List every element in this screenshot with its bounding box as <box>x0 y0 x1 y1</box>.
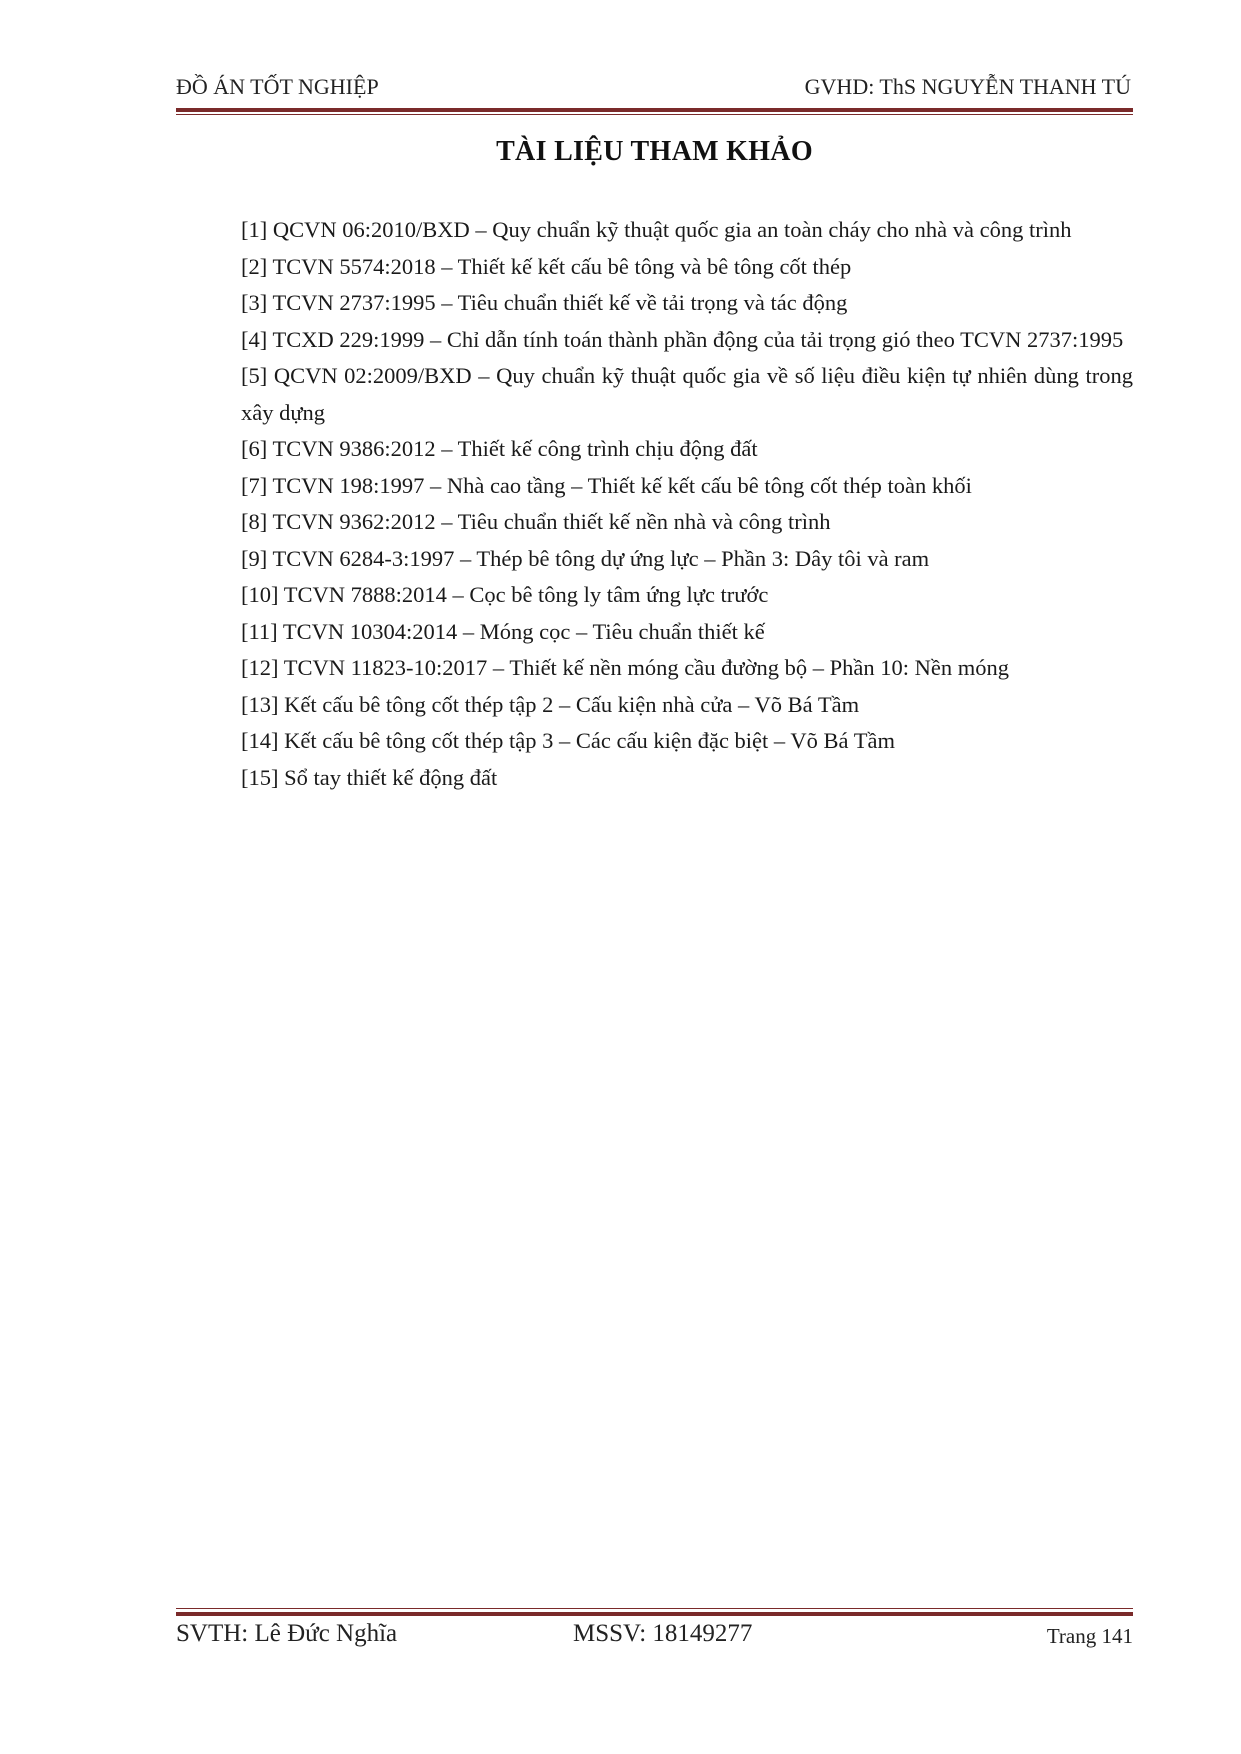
header-document-type: ĐỒ ÁN TỐT NGHIỆP <box>176 74 379 99</box>
reference-item: [2] TCVN 5574:2018 – Thiết kế kết cấu bê tông và bê tông cốt thép <box>241 253 852 279</box>
reference-item: [13] Kết cấu bê tông cốt thép tập 2 – Cấu kiện nhà cửa – Võ Bá Tầm <box>241 691 860 717</box>
reference-item: [1] QCVN 06:2010/BXD – Quy chuẩn kỹ thuật quốc gia an toàn cháy cho nhà và công trình <box>241 217 1072 242</box>
header-rule-thin <box>176 114 1133 115</box>
footer-rule-thin <box>176 1608 1133 1609</box>
reference-item: [6] TCVN 9386:2012 – Thiết kế công trình chịu động đất <box>241 436 758 461</box>
reference-item: [10] TCVN 7888:2014 – Cọc bê tông ly tâm ứng lực trước <box>241 582 769 607</box>
header-supervisor: GVHD: ThS NGUYỄN THANH TÚ <box>804 74 1131 99</box>
reference-item: [14] Kết cấu bê tông cốt thép tập 3 – Các cấu kiện đặc biệt – Võ Bá Tầm <box>241 728 895 753</box>
header-rule-thick <box>176 108 1133 112</box>
page-header <box>176 74 1131 104</box>
reference-item: [9] TCVN 6284-3:1997 – Thép bê tông dự ứng lực – Phần 3: Dây tôi và ram <box>241 545 930 571</box>
page-title: TÀI LIỆU THAM KHẢO <box>496 136 813 167</box>
reference-item: [8] TCVN 9362:2012 – Tiêu chuẩn thiết kế nền nhà và công trình <box>241 509 831 534</box>
reference-item: [5] QCVN 02:2009/BXD – Quy chuẩn kỹ thuật quốc gia về số liệu điều kiện tự nhiên dùng trong xây dựng <box>241 363 1133 425</box>
reference-list <box>241 212 1133 796</box>
reference-item: [12] TCVN 11823-10:2017 – Thiết kế nền móng cầu đường bộ – Phần 10: Nền móng <box>241 655 1009 680</box>
reference-item: [15] Sổ tay thiết kế động đất <box>241 764 498 790</box>
reference-item: [3] TCVN 2737:1995 – Tiêu chuẩn thiết kế về tải trọng và tác động <box>241 290 848 315</box>
footer-page-number: Trang 141 <box>1046 1624 1133 1648</box>
page-footer <box>176 1620 1133 1660</box>
footer-student-id: MSSV: 18149277 <box>573 1620 753 1647</box>
reference-item: [7] TCVN 198:1997 – Nhà cao tầng – Thiết kế kết cấu bê tông cốt thép toàn khối <box>241 472 972 498</box>
reference-item: [4] TCXD 229:1999 – Chỉ dẫn tính toán thành phần động của tải trọng gió theo TCVN 2737:1995 <box>241 326 1124 352</box>
footer-student-name: SVTH: Lê Đức Nghĩa <box>176 1620 398 1647</box>
footer-rule-thick <box>176 1612 1133 1616</box>
reference-item: [11] TCVN 10304:2014 – Móng cọc – Tiêu chuẩn thiết kế <box>241 618 765 644</box>
